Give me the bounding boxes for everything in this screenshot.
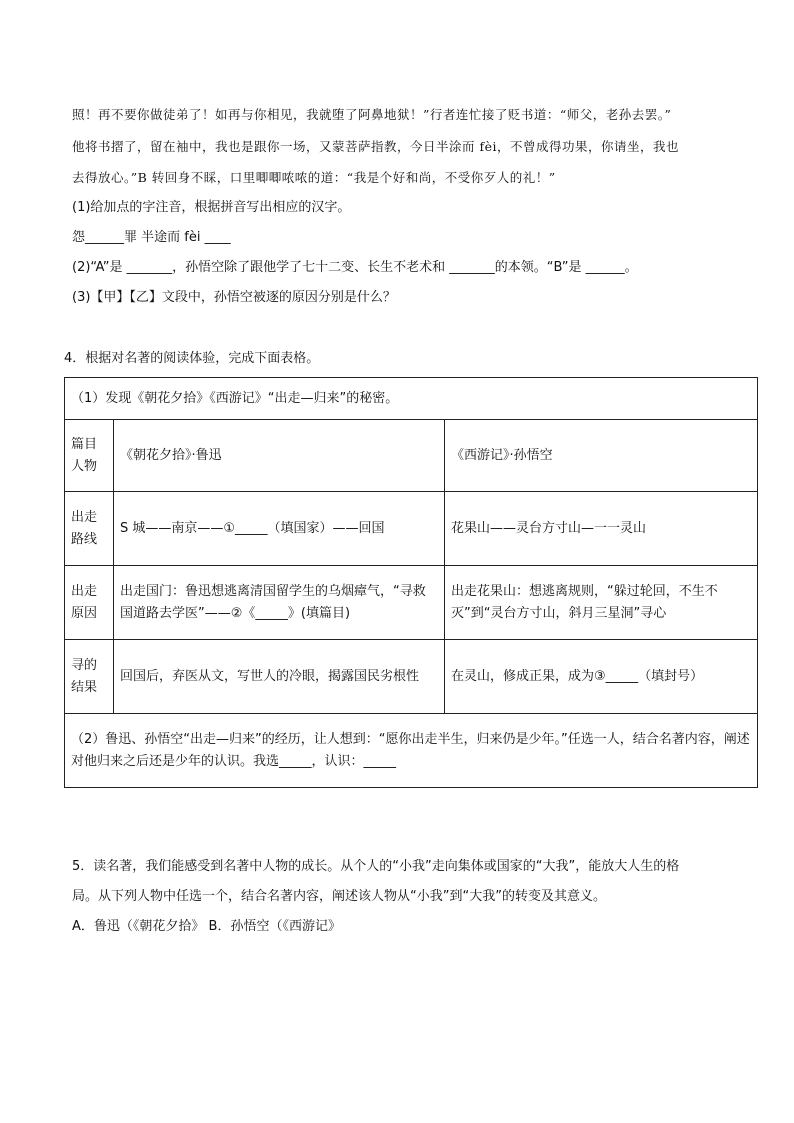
q3-sub2: (2)“A”是 _______，孙悟空除了跟他学了七十二变、长生不老术和 _______的本领。“B”是 ______。: [72, 260, 638, 275]
row-label: 寻的结果: [65, 640, 114, 714]
table-row: [65, 420, 758, 492]
reading-table: [64, 377, 758, 788]
row-cell-b: 在灵山，修成正果，成为③_____（填封号）: [445, 640, 758, 714]
table-part2: （2）鲁迅、孙悟空“出走—归来”的经历，让人想到：“愿你出走半生，归来仍是少年。”任选一人，结合名著内容，阐述对他归来之后还是少年的认识。我选_____，认识：_____: [65, 714, 758, 788]
row-cell-a: 回国后，弃医从文，写世人的冷眼，揭露国民劣根性: [114, 640, 445, 714]
passage-line-1: 照！再不要你做徒弟了！如再与你相见，我就堕了阿鼻地狱！”行者连忙接了贬书道：“师父，老孙去罢。”: [72, 107, 672, 122]
q3-sub1-fill: 怨______罪 半途而 fèi ____: [72, 230, 231, 245]
passage-line-2: 他将书摺了，留在袖中，我也是跟你一场，又蒙菩萨指教，今日半涂而 fèi，不曾成得功果，你请坐，我也: [72, 139, 679, 154]
q4-title: 4．根据对名著的阅读体验，完成下面表格。: [64, 351, 320, 366]
row-cell-a: 出走国门：鲁迅想逃离清国留学生的乌烟瘴气，“寻救国道路去学医”——②《_____》(填篇目): [114, 566, 445, 640]
row-label: 出走原因: [65, 566, 114, 640]
row-cell-b: 花果山——灵台方寸山—一一灵山: [445, 492, 758, 566]
row-cell-a: 《朝花夕拾》·鲁迅: [114, 420, 445, 492]
q5-line-2: 局。从下列人物中任选一个，结合名著内容，阐述该人物从“小我”到“大我”的转变及其意义。: [72, 889, 606, 904]
table-row: [65, 492, 758, 566]
q3-sub1: (1)给加点的字注音，根据拼音写出相应的汉字。: [72, 200, 351, 215]
passage-line-3: 去得放心。”B 转回身不睬，口里唧唧哝哝的道：“我是个好和尚，不受你歹人的礼！”: [72, 170, 556, 185]
row-label: 篇目人物: [65, 420, 114, 492]
row-cell-a: S 城——南京——①_____（填国家）——回国: [114, 492, 445, 566]
row-cell-b: 《西游记》·孙悟空: [445, 420, 758, 492]
q5-options: A．鲁迅（《朝花夕拾》 B．孙悟空（《西游记》: [72, 919, 341, 934]
q5-line-1: 5．读名著，我们能感受到名著中人物的成长。从个人的“小我”走向集体或国家的“大我”，能放大人生的格: [72, 859, 680, 874]
q3-sub3: (3)【甲】【乙】文段中，孙悟空被逐的原因分别是什么？: [72, 290, 396, 305]
row-cell-b: 出走花果山：想逃离规则，“躲过轮回，不生不灭”到“灵台方寸山，斜月三星洞”寻心: [445, 566, 758, 640]
row-label: 出走路线: [65, 492, 114, 566]
table-part1: （1）发现《朝花夕拾》《西游记》“出走—归来”的秘密。: [65, 378, 758, 420]
table-row: [65, 640, 758, 714]
table-row: [65, 566, 758, 640]
